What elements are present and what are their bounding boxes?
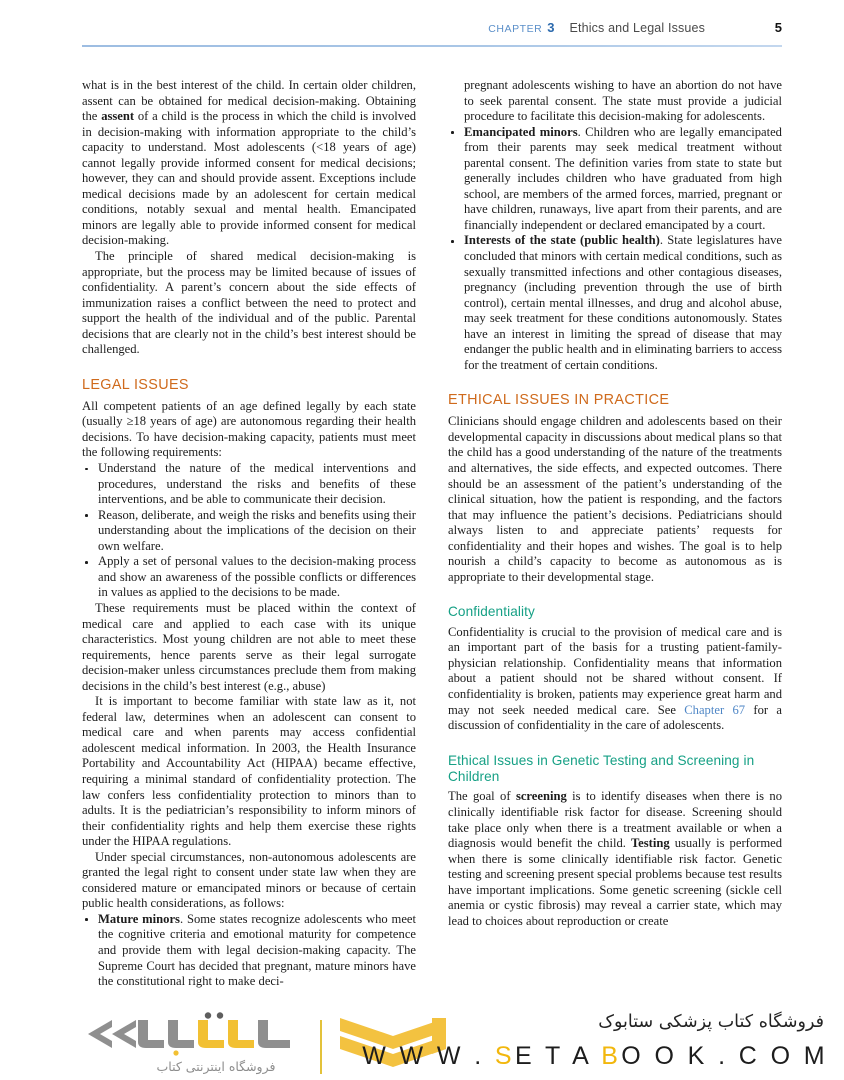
running-head-chapter-title: Ethics and Legal Issues [569,21,705,35]
term-screening: screening [515,789,567,804]
list-item-interests-of-state [448,233,782,373]
url-part-eta: E T A [515,1042,602,1070]
paragraph-clinicians-engage: Clinicians should engage children and adolescents based on their developmental capacity in discussions about medical plans so that the child has a good understanding of the nature of the treatments and alternatives, the side effects, and expected outcomes. There should be an assessment of the patient’s understanding of the clinical situation, how the patient is responding, and the factors that may influence the patient’s decisions. Pediatricians should always listen to and appreciate patients’ requests for confidentiality and their hopes and wishes. The goal is to help nourish a child’s capacity to become as autonomous as is appropriate to their developmental stage. [448,414,782,584]
list-consent-categories-left [82,912,416,990]
running-head-chapter-word: CHAPTER [488,23,543,35]
paragraph-state-law-hipaa: It is important to become familiar with state law as it, not federal law, determines when an adolescent can consent to medical care and when parents may access confidential adolescent medical information. In 2003, the Health Insurance Portability and Accountability Act (HIPAA) became effective, requiring a minimal standard of confidentiality protection. The law confers less confidentiality protection to minors than to adults. It is the pediatrician’s responsibility to inform minors of their confidentiality rights and help them exercise these rights under the HIPAA regulations. [82,694,416,849]
setabook-persian-subtitle: فروشگاه اینترنتی کتاب [156,1059,276,1074]
term-assent: assent [101,109,135,124]
genetic-text-a: The goal of [448,789,516,804]
list-item-emancipated-minors [448,125,782,234]
two-column-body [82,78,782,1013]
genetic-text-c: usually is performed when there is some clinically identifiable risk factor. Genetic testing and screening present special problems because test results have important implications. Some genetic screening (sickle cell anemia or cystic fibrosis) may reveal a carrier state, which may lead to choices about reproduction or create [448,836,782,928]
interests-of-state-text: . State legislatures have concluded that minors with certain medical conditions, such as sexually transmitted infections and other contagious diseases, pregnancy (including prevention through the use of birth control), certain mental illnesses, and drug and alcohol abuse, may seek treatment for these conditions autonomously. States have an interest in limiting the spread of disease that may endanger the public health and in eliminating barriers to access for the treatment of certain conditions. [464,233,782,372]
heading-confidentiality: Confidentiality [448,604,535,620]
list-capacity-requirements [82,461,416,601]
watermark-band [0,1008,844,1080]
genetic-text-b: is to identify diseases when there is no clinically identifiable risk factor for disease. Screening should take place only when there is a treatment available or when a diagnosis would benefit the child. [448,789,782,851]
setabook-tagline: فروشگاه کتاب پزشکی ستابوک [598,1012,824,1032]
term-testing: Testing [630,836,670,851]
paragraph-competent-patients: All competent patients of an age defined legally by each state (usually ≥18 years of age) are autonomous regarding their health decisions. To have decision-making capacity, patients must meet the following requirements: [82,398,416,460]
term-mature-minors: Mature minors [98,911,180,926]
list-item-mature-minors [82,912,416,990]
paragraph-genetic-screening [448,789,782,929]
list-item: Understand the nature of the medical interventions and procedures, understand the risks and benefits of these interventions, and be able to communicate their decision. [82,461,416,508]
confidentiality-text-a: Confidentiality is crucial to the provision of medical care and is an important part of the basis for a trusting patient-family-physician relationship. Confidentiality means that information about a patient should not be shared without consent. If confidentiality is broken, patients may experience great harm and may not seek needed medical care. See [448,624,782,717]
url-letter-b: B [601,1042,622,1070]
setabook-url-block [362,1012,830,1078]
heading-ethical-issues-in-practice: ETHICAL ISSUES IN PRACTICE [448,392,670,409]
paragraph-requirements-context: These requirements must be placed within the context of medical care and applied to each case with its unique characteristics. Most young children are not able to meet these requirements, hence parents serve as their legal surrogate decision-maker unless circumstances preclude them from making decisions in the child’s best interest (e.g., abuse) [82,600,416,693]
cross-reference-chapter-67[interactable]: Chapter 67 [684,702,746,717]
heading-legal-issues: LEGAL ISSUES [82,376,189,393]
running-head [82,20,782,44]
setabook-wordmark-icon [68,1012,318,1058]
list-item: Reason, deliberate, and weigh the risks and benefits using their understanding about the implications of the decision on their own welfare. [82,508,416,555]
paragraph-mature-minors-continued: pregnant adolescents wishing to have an abortion do not have to seek parental consent. The state must provide a judicial procedure to facilitate this decision-making for adolescents. [464,78,782,124]
list-consent-categories-right [448,125,782,374]
emancipated-minors-text: . Children who are legally emancipated from their parents may seek medical treatment without parental consent. The definition varies from state to state but generally includes children who have graduated from high school, are members of the armed forces, married, pregnant or have children, runaways, live apart from their parents, and are financially independent or declared emancipated by a court. [464,124,782,232]
logo-divider [320,1020,322,1074]
right-column [448,78,782,1013]
term-interests-of-state: Interests of the state (public health) [464,233,660,248]
confidentiality-text-b: for a discussion of confidentiality in the care of adolescents. [448,702,782,733]
setabook-url [362,1042,828,1071]
list-item: Apply a set of personal values to the decision-making process and show an awareness of the possible conflicts or differences in values as applied to the decisions to be made. [82,554,416,601]
page-number: 5 [774,20,782,35]
left-column [82,78,416,1013]
heading-genetic-testing-screening: Ethical Issues in Genetic Testing and Screening in Children [448,752,755,785]
running-head-chapter-number: 3 [547,20,555,35]
mature-minors-text: . Some states recognize adolescents who meet the cognitive criteria and emotional maturity for competence and provide them with legal decision-making capacity. The Supreme Court has decided that pregnant, mature minors have the constitutional right to make deci- [98,911,416,989]
paragraph-confidentiality [448,625,782,734]
header-rule [82,45,782,47]
paragraph-shared-decision-making: The principle of shared medical decision-making is appropriate, but the process may be limited because of issues of confidentiality. A parent’s concern about the side effects of immunization raises a conflict between the need to protect and support the health of the individual and of the public. Parental decisions that are clearly not in the child’s best interest should be challenged. [82,249,416,357]
paragraph-assent [82,78,416,249]
url-letter-s: S [494,1042,515,1070]
url-part-ookcom: O O K . C O M [621,1042,828,1070]
term-emancipated-minors: Emancipated minors [464,124,578,139]
para-1-text-b: of a child is the process in which the child is involved in decision-making with information appropriate to the child’s capacity to understand. Most adolescents (<18 years of age) cannot legally provide informed consent for medical decisions; however, they can and should provide assent. Exceptions include medical decisions made by an adolescent for certain medical conditions, notably sexual and mental health. Emancipated minors are legally able to provide informed consent for medical decision-making. [82,109,416,248]
paragraph-special-circumstances: Under special circumstances, non-autonomous adolescents are granted the legal right to consent under state law when they are considered mature or emancipated minors or because of certain public health considerations, as follows: [82,849,416,911]
para-1-text-a: what is in the best interest of the child. In certain older children, assent can be obtained for medical decision-making. Obtaining the [82,78,416,124]
url-part-www: W W W . [362,1042,495,1070]
